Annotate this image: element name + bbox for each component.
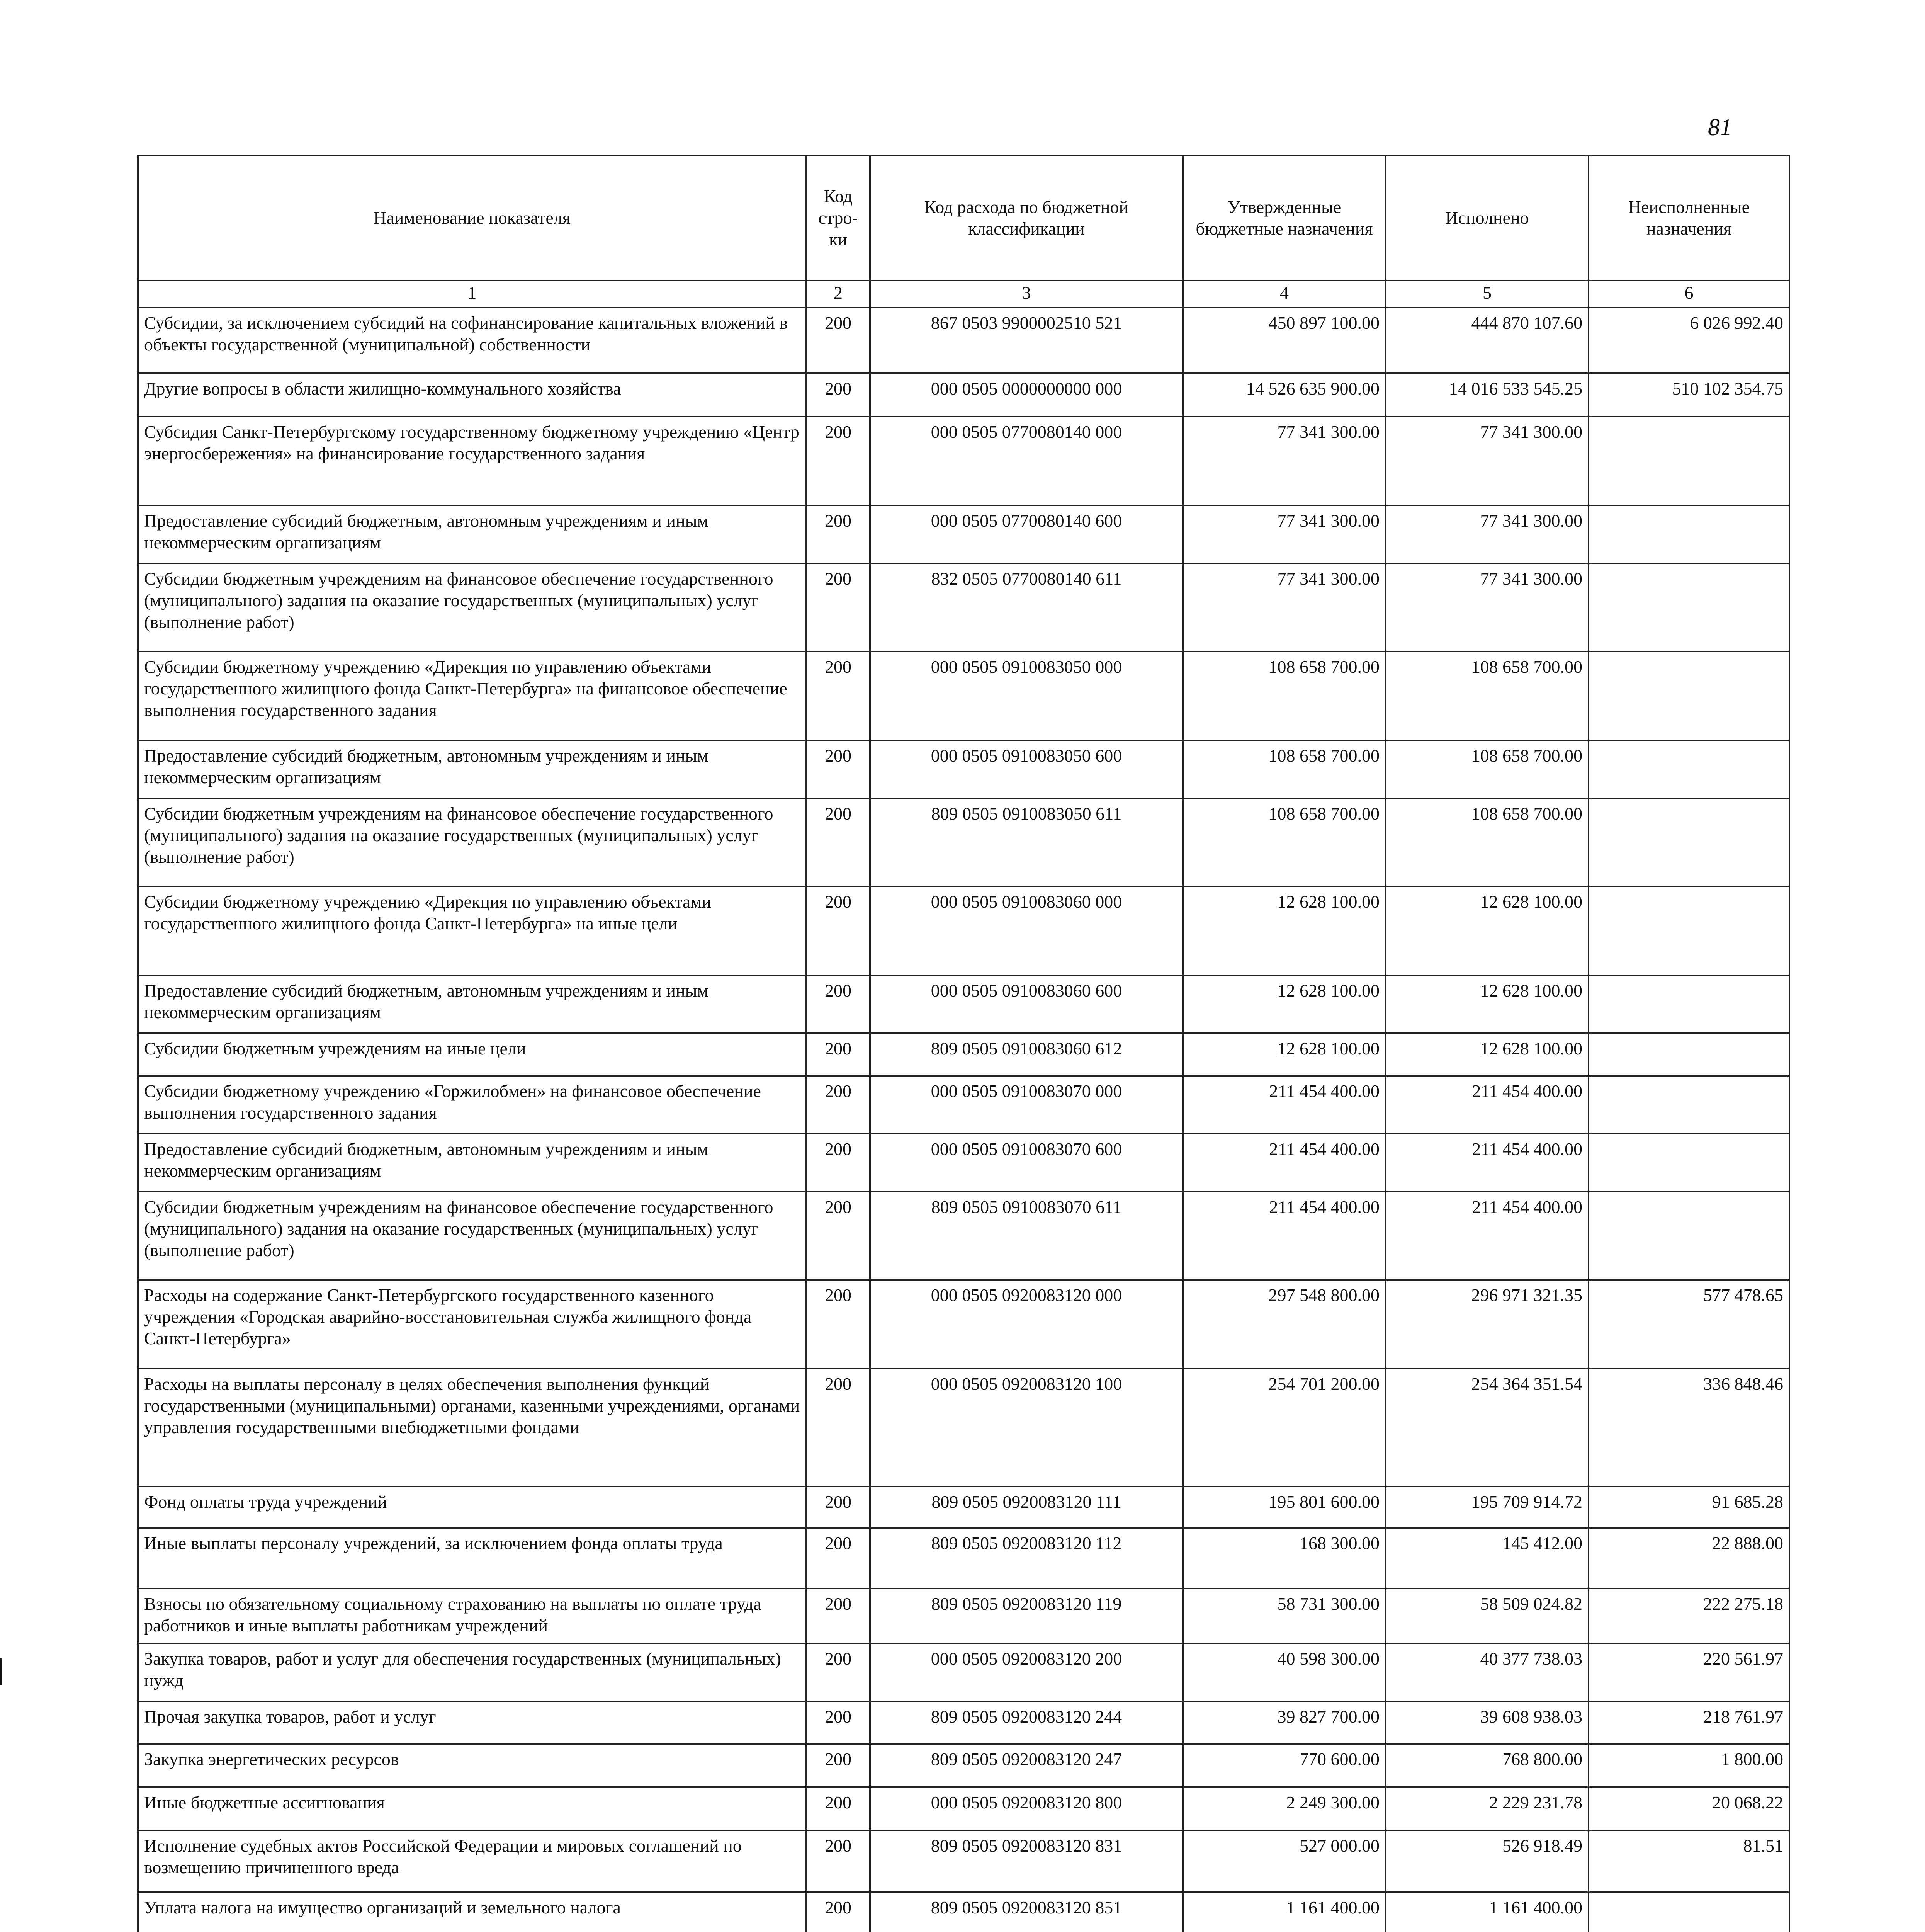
table-row — [138, 740, 1789, 798]
cell-name: Субсидии бюджетным учреждениям на финансовое обеспечение государственного (муниципального) задания на оказание государственных (муниципальных) услуг (выполнение работ) — [138, 798, 806, 886]
cell-executed: 526 918.49 — [1386, 1830, 1589, 1892]
cell-budget-code: 000 0505 0770080140 000 — [870, 417, 1183, 505]
scan-margin-mark — [0, 1658, 2, 1685]
cell-line-code: 200 — [806, 505, 870, 563]
cell-budget-code: 000 0505 0910083060 600 — [870, 975, 1183, 1033]
cell-approved: 168 300.00 — [1183, 1528, 1386, 1588]
header-approved: Утвержденные бюджетные назначения — [1183, 155, 1386, 281]
column-number: 2 — [806, 281, 870, 308]
table-row — [138, 1033, 1789, 1076]
table-row — [138, 417, 1789, 505]
cell-budget-code: 809 0505 0920083120 112 — [870, 1528, 1183, 1588]
cell-approved: 770 600.00 — [1183, 1744, 1386, 1787]
cell-name: Субсидии бюджетному учреждению «Дирекция по управлению объектами государственного жилищного фонда Санкт-Петербурга» на иные цели — [138, 886, 806, 975]
cell-unexecuted — [1589, 1892, 1789, 1932]
cell-name: Расходы на содержание Санкт-Петербургского государственного казенного учреждения «Городская аварийно-восстановительная служба жилищного фонда Санкт-Петербурга» — [138, 1280, 806, 1369]
cell-approved: 108 658 700.00 — [1183, 740, 1386, 798]
table-row — [138, 373, 1789, 417]
cell-name: Закупка энергетических ресурсов — [138, 1744, 806, 1787]
cell-approved: 12 628 100.00 — [1183, 886, 1386, 975]
cell-budget-code: 000 0505 0910083070 000 — [870, 1076, 1183, 1134]
cell-budget-code: 000 0505 0770080140 600 — [870, 505, 1183, 563]
cell-line-code: 200 — [806, 798, 870, 886]
column-number: 4 — [1183, 281, 1386, 308]
cell-budget-code: 867 0503 9900002510 521 — [870, 308, 1183, 373]
cell-approved: 108 658 700.00 — [1183, 651, 1386, 740]
cell-budget-code: 809 0505 0910083060 612 — [870, 1033, 1183, 1076]
cell-executed: 254 364 351.54 — [1386, 1369, 1589, 1486]
cell-name: Иные выплаты персоналу учреждений, за исключением фонда оплаты труда — [138, 1528, 806, 1588]
cell-name: Прочая закупка товаров, работ и услуг — [138, 1701, 806, 1744]
table-row — [138, 1744, 1789, 1787]
table-row — [138, 1588, 1789, 1643]
table-body — [138, 308, 1789, 1932]
cell-executed: 211 454 400.00 — [1386, 1192, 1589, 1280]
table-row — [138, 1486, 1789, 1528]
cell-budget-code: 000 0505 0920083120 000 — [870, 1280, 1183, 1369]
column-number: 6 — [1589, 281, 1789, 308]
cell-unexecuted: 218 761.97 — [1589, 1701, 1789, 1744]
cell-executed: 12 628 100.00 — [1386, 975, 1589, 1033]
cell-unexecuted — [1589, 740, 1789, 798]
table-row — [138, 886, 1789, 975]
cell-line-code: 200 — [806, 1744, 870, 1787]
column-number: 5 — [1386, 281, 1589, 308]
cell-budget-code: 000 0505 0910083050 600 — [870, 740, 1183, 798]
table-row — [138, 975, 1789, 1033]
cell-name: Субсидии бюджетным учреждениям на финансовое обеспечение государственного (муниципального) задания на оказание государственных (муниципальных) услуг (выполнение работ) — [138, 563, 806, 651]
cell-approved: 77 341 300.00 — [1183, 505, 1386, 563]
table-row — [138, 1528, 1789, 1588]
cell-budget-code: 809 0505 0920083120 851 — [870, 1892, 1183, 1932]
cell-line-code: 200 — [806, 1192, 870, 1280]
cell-budget-code: 000 0505 0000000000 000 — [870, 373, 1183, 417]
cell-approved: 195 801 600.00 — [1183, 1486, 1386, 1528]
cell-unexecuted — [1589, 975, 1789, 1033]
header-unexecuted: Неисполненные назначения — [1589, 155, 1789, 281]
cell-budget-code: 809 0505 0910083070 611 — [870, 1192, 1183, 1280]
cell-approved: 12 628 100.00 — [1183, 1033, 1386, 1076]
table-row — [138, 505, 1789, 563]
cell-budget-code: 809 0505 0920083120 831 — [870, 1830, 1183, 1892]
header-name: Наименование показателя — [138, 155, 806, 281]
cell-unexecuted: 1 800.00 — [1589, 1744, 1789, 1787]
cell-name: Субсидии бюджетному учреждению «Дирекция по управлению объектами государственного жилищного фонда Санкт-Петербурга» на финансовое обеспечение выполнения государственного задания — [138, 651, 806, 740]
table-row — [138, 651, 1789, 740]
cell-approved: 211 454 400.00 — [1183, 1076, 1386, 1134]
cell-name: Фонд оплаты труда учреждений — [138, 1486, 806, 1528]
cell-line-code: 200 — [806, 651, 870, 740]
cell-approved: 450 897 100.00 — [1183, 308, 1386, 373]
cell-line-code: 200 — [806, 886, 870, 975]
cell-unexecuted — [1589, 1192, 1789, 1280]
cell-budget-code: 000 0505 0910083050 000 — [870, 651, 1183, 740]
cell-name: Предоставление субсидий бюджетным, автономным учреждениям и иным некоммерческим организациям — [138, 975, 806, 1033]
cell-executed: 296 971 321.35 — [1386, 1280, 1589, 1369]
cell-budget-code: 000 0505 0920083120 800 — [870, 1787, 1183, 1830]
cell-approved: 14 526 635 900.00 — [1183, 373, 1386, 417]
cell-name: Иные бюджетные ассигнования — [138, 1787, 806, 1830]
budget-execution-table — [137, 155, 1790, 1932]
cell-unexecuted — [1589, 798, 1789, 886]
cell-name: Предоставление субсидий бюджетным, автономным учреждениям и иным некоммерческим организациям — [138, 1134, 806, 1192]
header-executed: Исполнено — [1386, 155, 1589, 281]
cell-executed: 211 454 400.00 — [1386, 1076, 1589, 1134]
cell-approved: 1 161 400.00 — [1183, 1892, 1386, 1932]
cell-budget-code: 000 0505 0920083120 100 — [870, 1369, 1183, 1486]
cell-approved: 58 731 300.00 — [1183, 1588, 1386, 1643]
cell-executed: 108 658 700.00 — [1386, 651, 1589, 740]
cell-budget-code: 809 0505 0920083120 111 — [870, 1486, 1183, 1528]
cell-approved: 108 658 700.00 — [1183, 798, 1386, 886]
cell-budget-code: 809 0505 0920083120 247 — [870, 1744, 1183, 1787]
column-number: 1 — [138, 281, 806, 308]
cell-line-code: 200 — [806, 1701, 870, 1744]
cell-line-code: 200 — [806, 1369, 870, 1486]
cell-name: Другие вопросы в области жилищно-коммунального хозяйства — [138, 373, 806, 417]
header-row — [138, 155, 1789, 281]
cell-line-code: 200 — [806, 1643, 870, 1701]
table-row — [138, 1192, 1789, 1280]
cell-unexecuted — [1589, 417, 1789, 505]
cell-executed: 58 509 024.82 — [1386, 1588, 1589, 1643]
cell-line-code: 200 — [806, 975, 870, 1033]
cell-unexecuted: 22 888.00 — [1589, 1528, 1789, 1588]
cell-unexecuted: 222 275.18 — [1589, 1588, 1789, 1643]
cell-name: Предоставление субсидий бюджетным, автономным учреждениям и иным некоммерческим организациям — [138, 740, 806, 798]
cell-executed: 211 454 400.00 — [1386, 1134, 1589, 1192]
cell-unexecuted: 336 848.46 — [1589, 1369, 1789, 1486]
cell-approved: 254 701 200.00 — [1183, 1369, 1386, 1486]
table-row — [138, 563, 1789, 651]
cell-executed: 12 628 100.00 — [1386, 1033, 1589, 1076]
cell-name: Исполнение судебных актов Российской Федерации и мировых соглашений по возмещению причиненного вреда — [138, 1830, 806, 1892]
cell-executed: 77 341 300.00 — [1386, 563, 1589, 651]
table-row — [138, 1134, 1789, 1192]
cell-unexecuted — [1589, 505, 1789, 563]
header-budget-code: Код расхода по бюджетной классификации — [870, 155, 1183, 281]
cell-name: Субсидии бюджетному учреждению «Горжилобмен» на финансовое обеспечение выполнения государственного задания — [138, 1076, 806, 1134]
cell-line-code: 200 — [806, 373, 870, 417]
cell-unexecuted: 220 561.97 — [1589, 1643, 1789, 1701]
cell-name: Субсидии бюджетным учреждениям на финансовое обеспечение государственного (муниципального) задания на оказание государственных (муниципальных) услуг (выполнение работ) — [138, 1192, 806, 1280]
cell-approved: 77 341 300.00 — [1183, 563, 1386, 651]
table-row — [138, 798, 1789, 886]
page-number: 81 — [1708, 114, 1732, 141]
cell-name: Взносы по обязательному социальному страхованию на выплаты по оплате труда работников и иные выплаты работникам учреждений — [138, 1588, 806, 1643]
cell-line-code: 200 — [806, 740, 870, 798]
cell-line-code: 200 — [806, 1528, 870, 1588]
cell-line-code: 200 — [806, 1134, 870, 1192]
table-row — [138, 1076, 1789, 1134]
cell-approved: 527 000.00 — [1183, 1830, 1386, 1892]
cell-approved: 39 827 700.00 — [1183, 1701, 1386, 1744]
column-number: 3 — [870, 281, 1183, 308]
cell-budget-code: 832 0505 0770080140 611 — [870, 563, 1183, 651]
cell-executed: 108 658 700.00 — [1386, 740, 1589, 798]
column-number-row — [138, 281, 1789, 308]
table-row — [138, 308, 1789, 373]
cell-line-code: 200 — [806, 1892, 870, 1932]
cell-executed: 40 377 738.03 — [1386, 1643, 1589, 1701]
cell-executed: 444 870 107.60 — [1386, 308, 1589, 373]
cell-executed: 77 341 300.00 — [1386, 417, 1589, 505]
cell-unexecuted — [1589, 1134, 1789, 1192]
cell-line-code: 200 — [806, 417, 870, 505]
cell-budget-code: 000 0505 0920083120 200 — [870, 1643, 1183, 1701]
cell-unexecuted: 577 478.65 — [1589, 1280, 1789, 1369]
cell-name: Субсидии бюджетным учреждениям на иные цели — [138, 1033, 806, 1076]
cell-unexecuted — [1589, 563, 1789, 651]
cell-name: Расходы на выплаты персоналу в целях обеспечения выполнения функций государственными (муниципальными) органами, казенными учреждениями, органами управления государственными внебюджетными фондами — [138, 1369, 806, 1486]
cell-executed: 12 628 100.00 — [1386, 886, 1589, 975]
cell-name: Уплата налога на имущество организаций и земельного налога — [138, 1892, 806, 1932]
cell-unexecuted: 510 102 354.75 — [1589, 373, 1789, 417]
table-row — [138, 1643, 1789, 1701]
cell-name: Субсидии, за исключением субсидий на софинансирование капитальных вложений в объекты государственной (муниципальной) собственности — [138, 308, 806, 373]
cell-line-code: 200 — [806, 1830, 870, 1892]
cell-executed: 768 800.00 — [1386, 1744, 1589, 1787]
cell-budget-code: 000 0505 0910083060 000 — [870, 886, 1183, 975]
table-row — [138, 1892, 1789, 1932]
table-row — [138, 1787, 1789, 1830]
header-line-code: Код стро-ки — [806, 155, 870, 281]
cell-executed: 14 016 533 545.25 — [1386, 373, 1589, 417]
cell-line-code: 200 — [806, 1280, 870, 1369]
table-row — [138, 1830, 1789, 1892]
cell-approved: 297 548 800.00 — [1183, 1280, 1386, 1369]
cell-approved: 211 454 400.00 — [1183, 1192, 1386, 1280]
cell-budget-code: 809 0505 0910083050 611 — [870, 798, 1183, 886]
cell-executed: 77 341 300.00 — [1386, 505, 1589, 563]
table-row — [138, 1280, 1789, 1369]
cell-line-code: 200 — [806, 563, 870, 651]
cell-budget-code: 809 0505 0920083120 119 — [870, 1588, 1183, 1643]
cell-approved: 12 628 100.00 — [1183, 975, 1386, 1033]
table-row — [138, 1701, 1789, 1744]
cell-line-code: 200 — [806, 1588, 870, 1643]
cell-unexecuted — [1589, 1033, 1789, 1076]
cell-executed: 108 658 700.00 — [1386, 798, 1589, 886]
cell-line-code: 200 — [806, 308, 870, 373]
cell-unexecuted — [1589, 1076, 1789, 1134]
cell-budget-code: 000 0505 0910083070 600 — [870, 1134, 1183, 1192]
cell-line-code: 200 — [806, 1033, 870, 1076]
cell-approved: 211 454 400.00 — [1183, 1134, 1386, 1192]
cell-name: Субсидия Санкт-Петербургскому государственному бюджетному учреждению «Центр энергосбережения» на финансирование государственного задания — [138, 417, 806, 505]
cell-unexecuted: 91 685.28 — [1589, 1486, 1789, 1528]
cell-name: Предоставление субсидий бюджетным, автономным учреждениям и иным некоммерческим организациям — [138, 505, 806, 563]
cell-approved: 40 598 300.00 — [1183, 1643, 1386, 1701]
cell-executed: 2 229 231.78 — [1386, 1787, 1589, 1830]
cell-budget-code: 809 0505 0920083120 244 — [870, 1701, 1183, 1744]
cell-executed: 39 608 938.03 — [1386, 1701, 1589, 1744]
cell-executed: 1 161 400.00 — [1386, 1892, 1589, 1932]
cell-line-code: 200 — [806, 1787, 870, 1830]
cell-unexecuted: 6 026 992.40 — [1589, 308, 1789, 373]
table-row — [138, 1369, 1789, 1486]
cell-executed: 195 709 914.72 — [1386, 1486, 1589, 1528]
cell-approved: 77 341 300.00 — [1183, 417, 1386, 505]
cell-approved: 2 249 300.00 — [1183, 1787, 1386, 1830]
cell-unexecuted — [1589, 886, 1789, 975]
cell-name: Закупка товаров, работ и услуг для обеспечения государственных (муниципальных) нужд — [138, 1643, 806, 1701]
cell-unexecuted: 81.51 — [1589, 1830, 1789, 1892]
cell-line-code: 200 — [806, 1076, 870, 1134]
cell-executed: 145 412.00 — [1386, 1528, 1589, 1588]
cell-line-code: 200 — [806, 1486, 870, 1528]
cell-unexecuted — [1589, 651, 1789, 740]
cell-unexecuted: 20 068.22 — [1589, 1787, 1789, 1830]
